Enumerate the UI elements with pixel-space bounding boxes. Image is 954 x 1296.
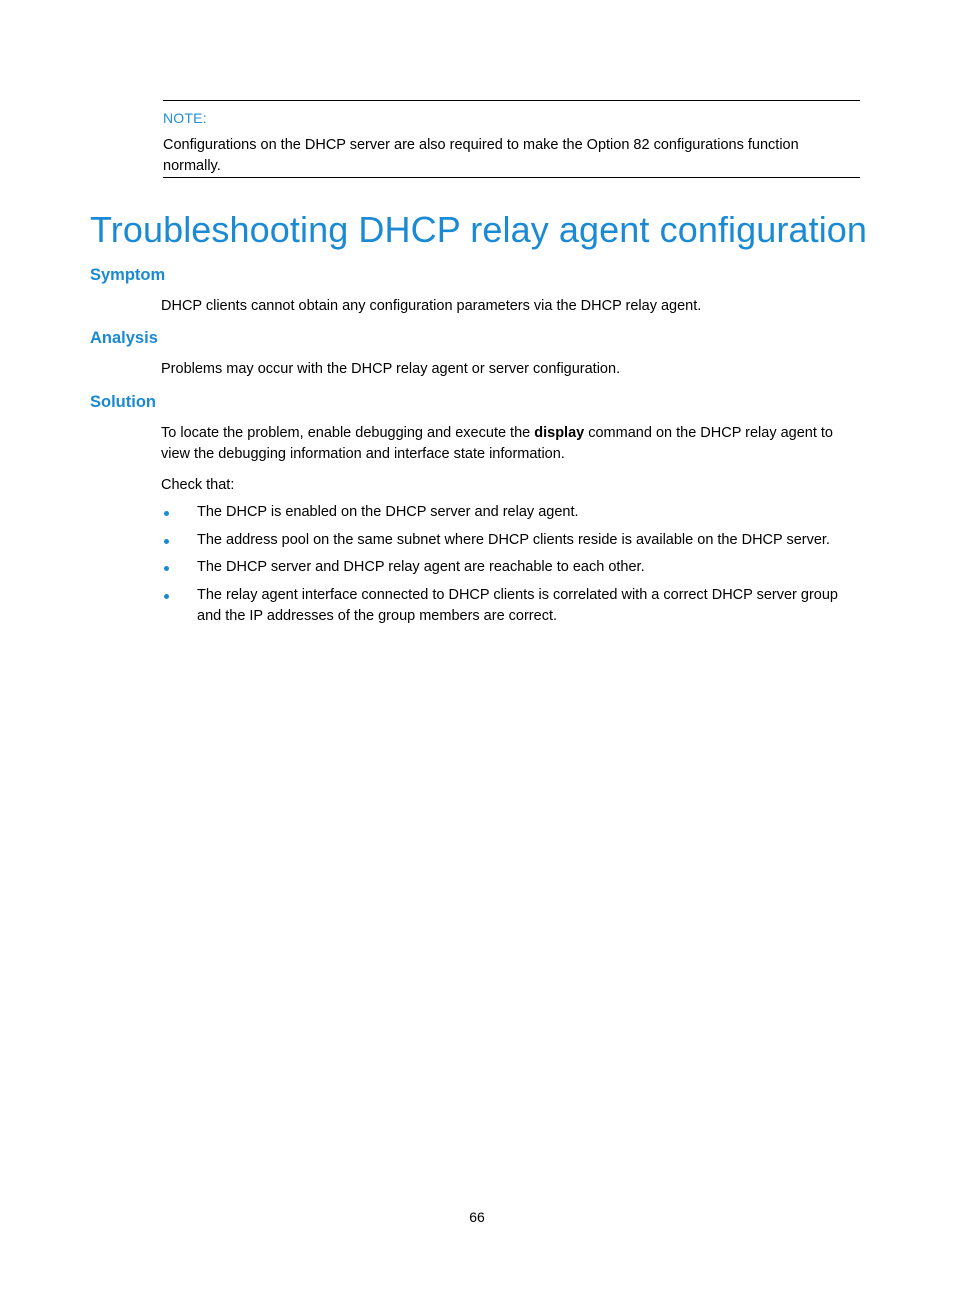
display-command: display (534, 425, 585, 441)
check-item-text: The DHCP is enabled on the DHCP server and relay agent. (197, 504, 579, 520)
page-title: Troubleshooting DHCP relay agent configuration (90, 209, 868, 250)
solution-text-after: command on the DHCP relay agent to view the debugging information and interface state information. (161, 425, 833, 462)
list-item (161, 557, 866, 578)
page-number: 66 (469, 1209, 485, 1225)
check-item-text: The address pool on the same subnet where DHCP clients reside is available on the DHCP server. (197, 531, 830, 548)
check-list (161, 502, 866, 633)
symptom-text: DHCP clients cannot obtain any configuration parameters via the DHCP relay agent. (161, 298, 702, 314)
list-item (161, 530, 866, 551)
check-intro: Check that: (161, 477, 235, 493)
list-item (161, 502, 866, 523)
bullet-icon (164, 566, 169, 571)
analysis-text: Problems may occur with the DHCP relay agent or server configuration. (161, 361, 621, 377)
bullet-icon (164, 511, 169, 516)
solution-text-before: To locate the problem, enable debugging and execute the (161, 425, 535, 441)
solution-text (161, 423, 866, 465)
symptom-heading: Symptom (90, 266, 166, 284)
note-label: NOTE: (163, 110, 207, 126)
note-box (163, 100, 860, 178)
check-item-text: The relay agent interface connected to DHCP clients is correlated with a correct DHCP server group and the IP addresses of the group members are correct. (197, 586, 838, 624)
check-item-text: The DHCP server and DHCP relay agent are reachable to each other. (197, 559, 645, 575)
list-item (161, 585, 866, 627)
bullet-icon (164, 594, 169, 599)
note-text: Configurations on the DHCP server are also required to make the Option 82 configurations function normally. (163, 137, 799, 174)
analysis-heading: Analysis (90, 329, 158, 347)
solution-heading: Solution (90, 393, 156, 411)
bullet-icon (164, 539, 169, 544)
